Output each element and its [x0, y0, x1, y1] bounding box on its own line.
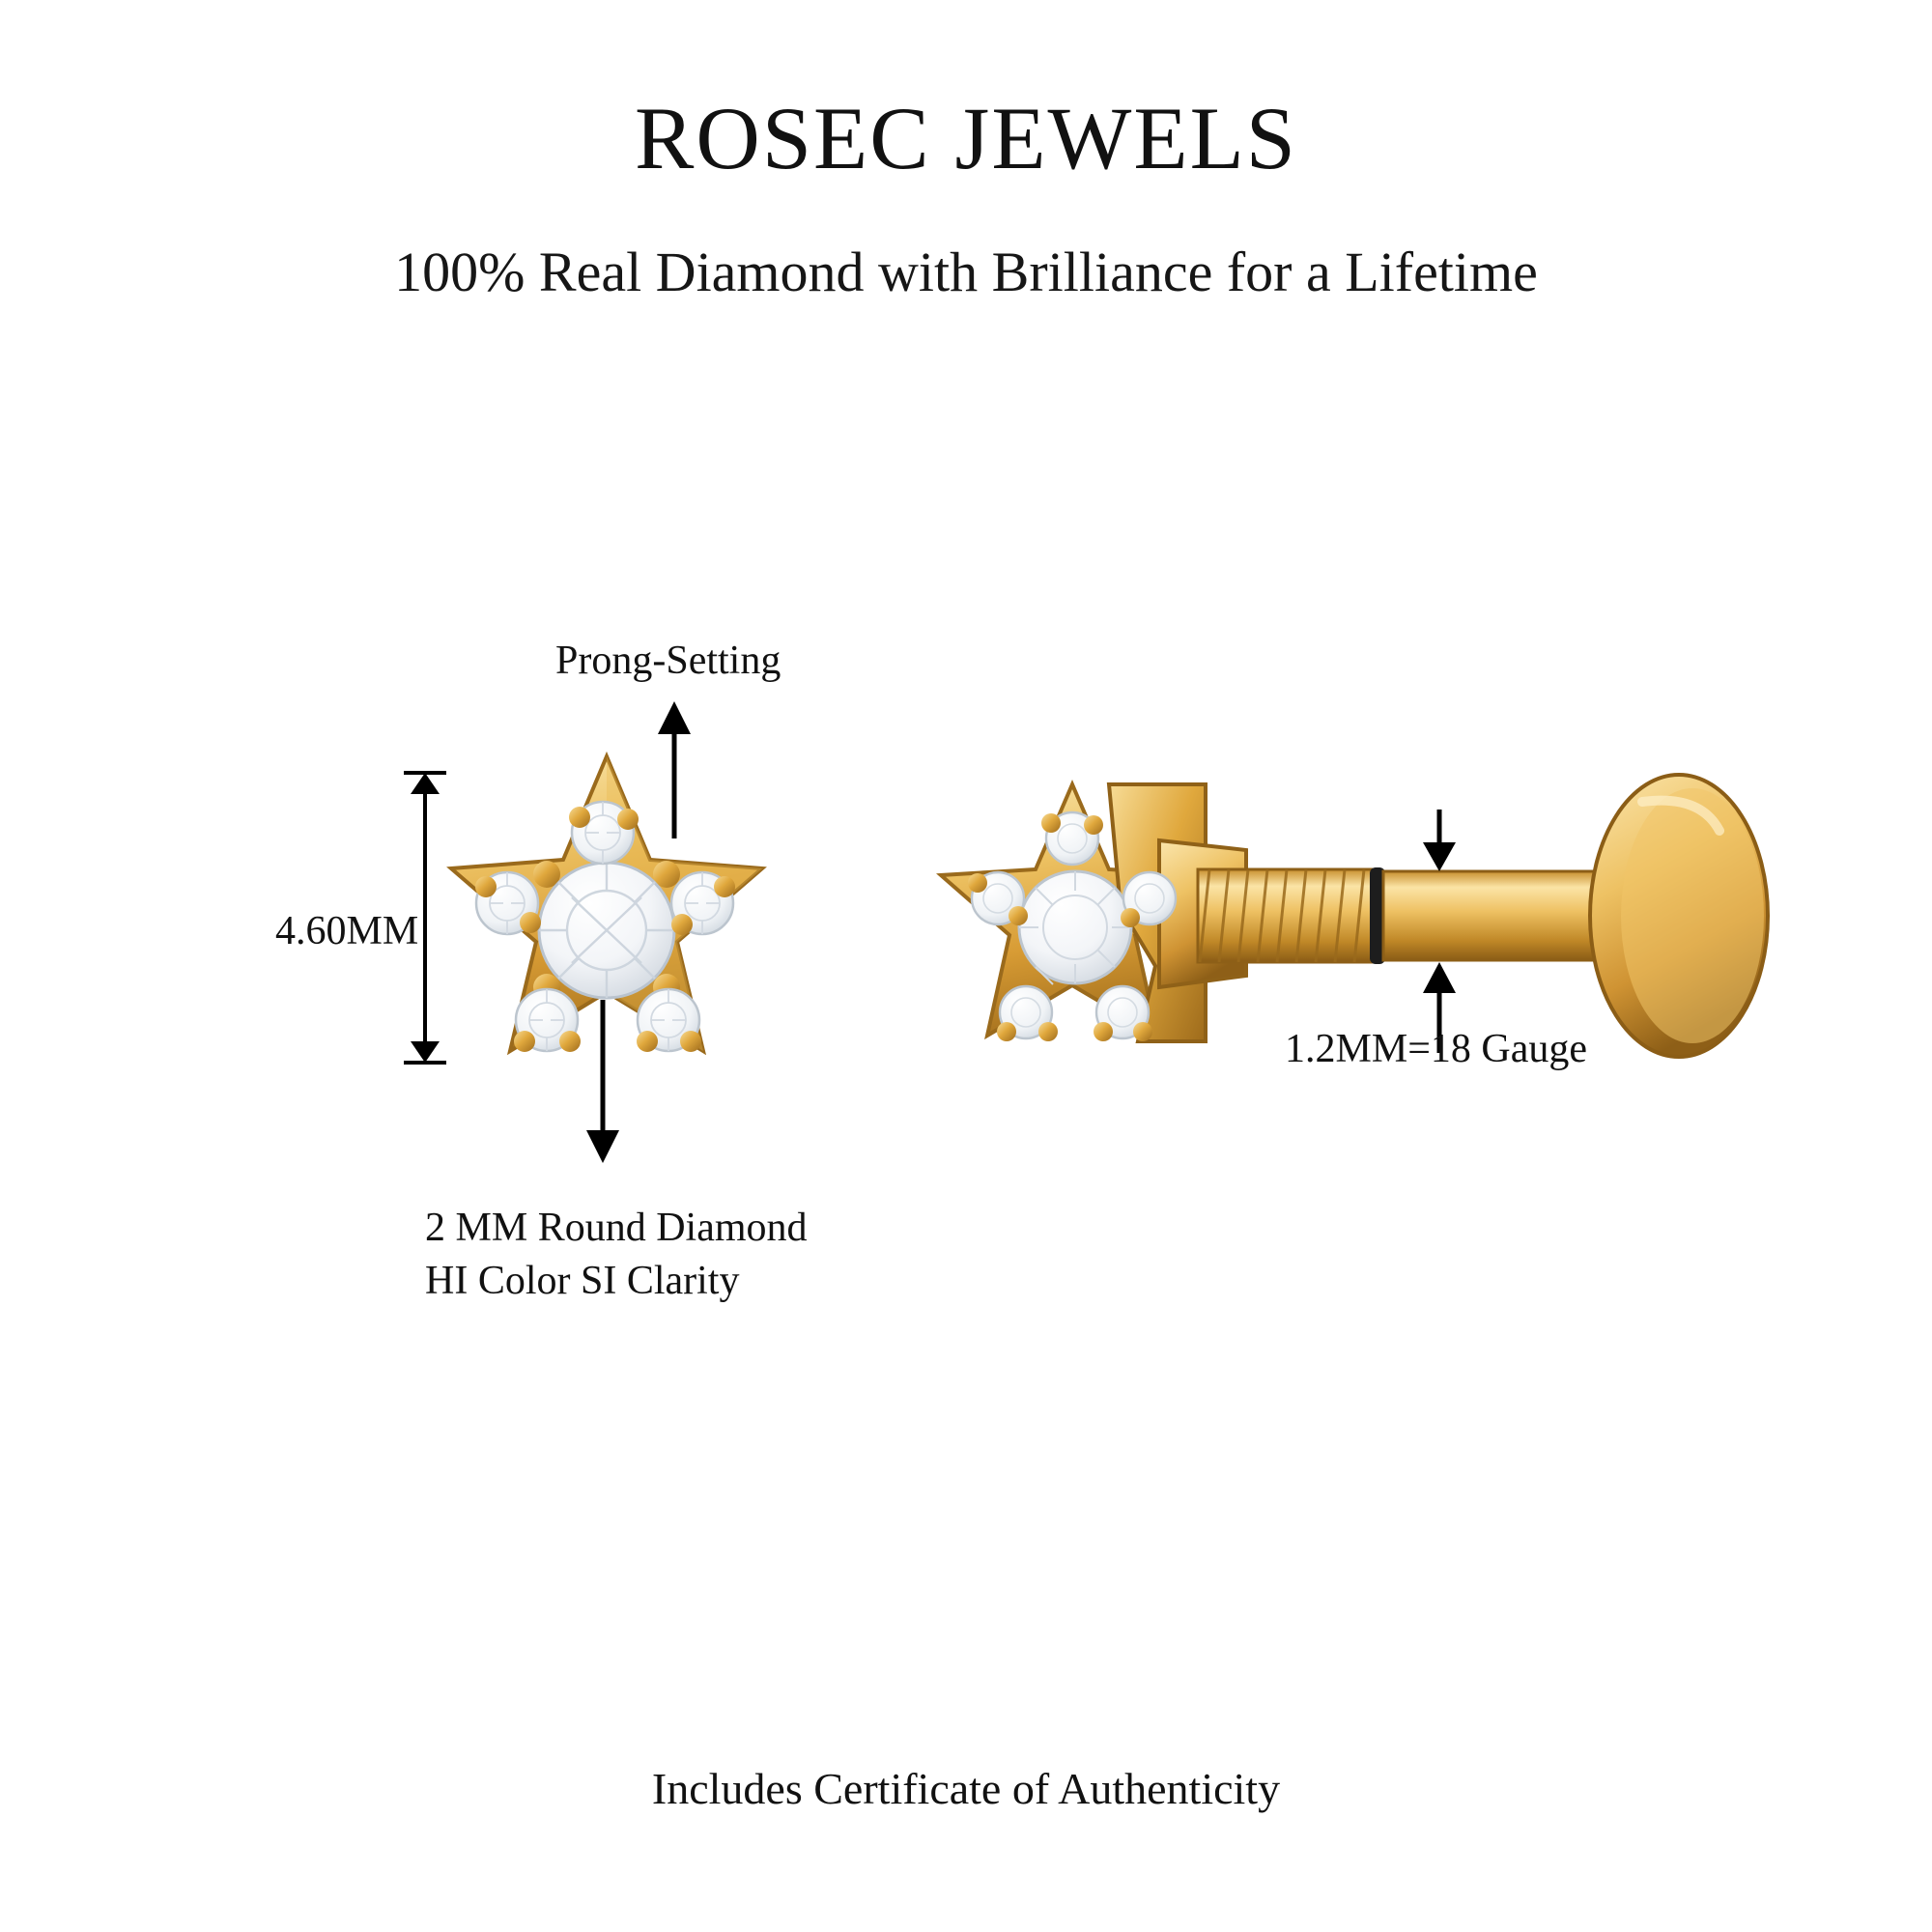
- side-view-labret: [941, 773, 1768, 1057]
- gauge-label: 1.2MM=18 Gauge: [1285, 1027, 1587, 1071]
- page-title: ROSEC JEWELS: [635, 89, 1297, 187]
- prong-setting-arrow: [658, 701, 691, 838]
- certificate-note: Includes Certificate of Authenticity: [651, 1764, 1281, 1813]
- diamond-spec-arrow: [586, 1000, 619, 1163]
- page-subtitle: 100% Real Diamond with Brilliance for a Lifetime: [394, 241, 1538, 303]
- height-dimension-label: 4.60MM: [275, 909, 419, 953]
- prong-setting-label: Prong-Setting: [555, 639, 781, 683]
- diamond-spec-label-line1: 2 MM Round Diamond: [425, 1206, 808, 1250]
- diamond-spec-label-line2: HI Color SI Clarity: [425, 1259, 740, 1303]
- front-view-star-stud: [451, 756, 773, 1072]
